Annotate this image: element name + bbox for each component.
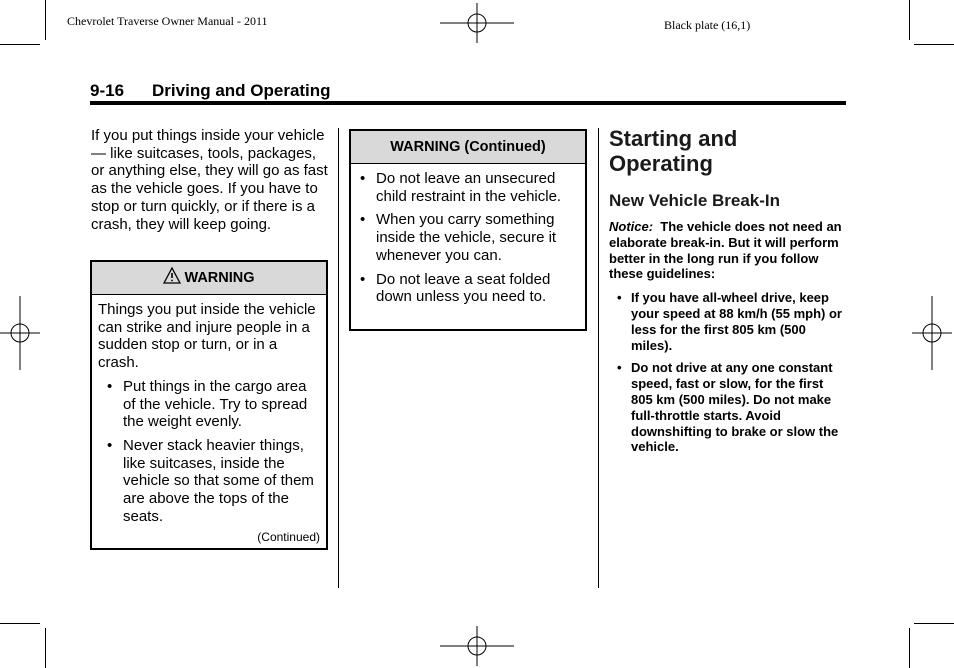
column-divider	[338, 128, 339, 588]
crop-mark	[909, 0, 910, 40]
registration-mark-icon	[0, 296, 40, 370]
page-number: 9-16	[90, 81, 125, 100]
continued-label: (Continued)	[257, 530, 320, 544]
list-item: • Never stack heavier things, like suitcases, inside the vehicle so that some of them are above the tops of the seats.	[107, 436, 314, 525]
registration-mark-icon	[440, 3, 514, 43]
list-item: • When you carry something inside the vehicle, secure it whenever you can.	[360, 211, 557, 264]
crop-mark	[0, 623, 40, 624]
registration-mark-icon	[440, 626, 514, 666]
list-item: • Do not leave an unsecured child restraint in the vehicle.	[360, 170, 562, 205]
manual-title: Chevrolet Traverse Owner Manual - 2011	[67, 14, 268, 28]
intro-paragraph: If you put things inside your vehicle — like suitcases, tools, packages, or anything else, they will go as fast as the vehicle goes. If you have to stop or turn quickly, or if there is a crash, they will keep going.	[91, 127, 328, 233]
warning-header: WARNING (Continued)	[351, 131, 585, 164]
crop-mark	[45, 0, 46, 40]
warning-header	[92, 262, 326, 295]
crop-mark	[45, 628, 46, 668]
crop-mark	[0, 44, 40, 45]
list-item: • If you have all-wheel drive, keep your speed at 88 km/h (55 mph) or less for the first 805 km (500 miles).	[617, 290, 842, 353]
page-header	[90, 81, 331, 101]
crop-mark	[909, 628, 910, 668]
notice-block	[609, 219, 845, 462]
chapter-heading: Starting and Operating	[609, 126, 738, 176]
warning-title: WARNING	[184, 270, 255, 286]
notice-label: Notice:	[609, 219, 654, 234]
warning-text: Things you put inside the vehicle can strike and injure people in a sudden stop or turn, or in a crash.	[98, 301, 316, 372]
section-title: Driving and Operating	[152, 81, 331, 100]
section-subheading: New Vehicle Break-In	[609, 191, 781, 210]
warning-triangle-icon	[163, 267, 181, 284]
header-rule	[90, 101, 846, 105]
list-item: • Put things in the cargo area of the vehicle. Try to spread the weight evenly.	[107, 377, 308, 431]
notice-text: The vehicle does not need an elaborate break-in. But it will perform better in the long run if you follow these guidelines:	[609, 219, 842, 282]
column-divider	[598, 128, 599, 588]
list-item: • Do not drive at any one constant speed, fast or slow, for the first 805 km (500 miles). Do not make full-throttle starts. Avoid downshifting to brake or slow the vehicle.	[617, 360, 839, 455]
warning-box	[90, 260, 328, 550]
crop-mark	[914, 623, 954, 624]
list-item: • Do not leave a seat folded down unless you need to.	[360, 270, 551, 306]
crop-mark	[914, 44, 954, 45]
warning-box-continued	[349, 129, 587, 331]
plate-label: Black plate (16,1)	[664, 18, 751, 32]
notice-paragraph	[609, 219, 845, 282]
registration-mark-icon	[912, 296, 952, 370]
